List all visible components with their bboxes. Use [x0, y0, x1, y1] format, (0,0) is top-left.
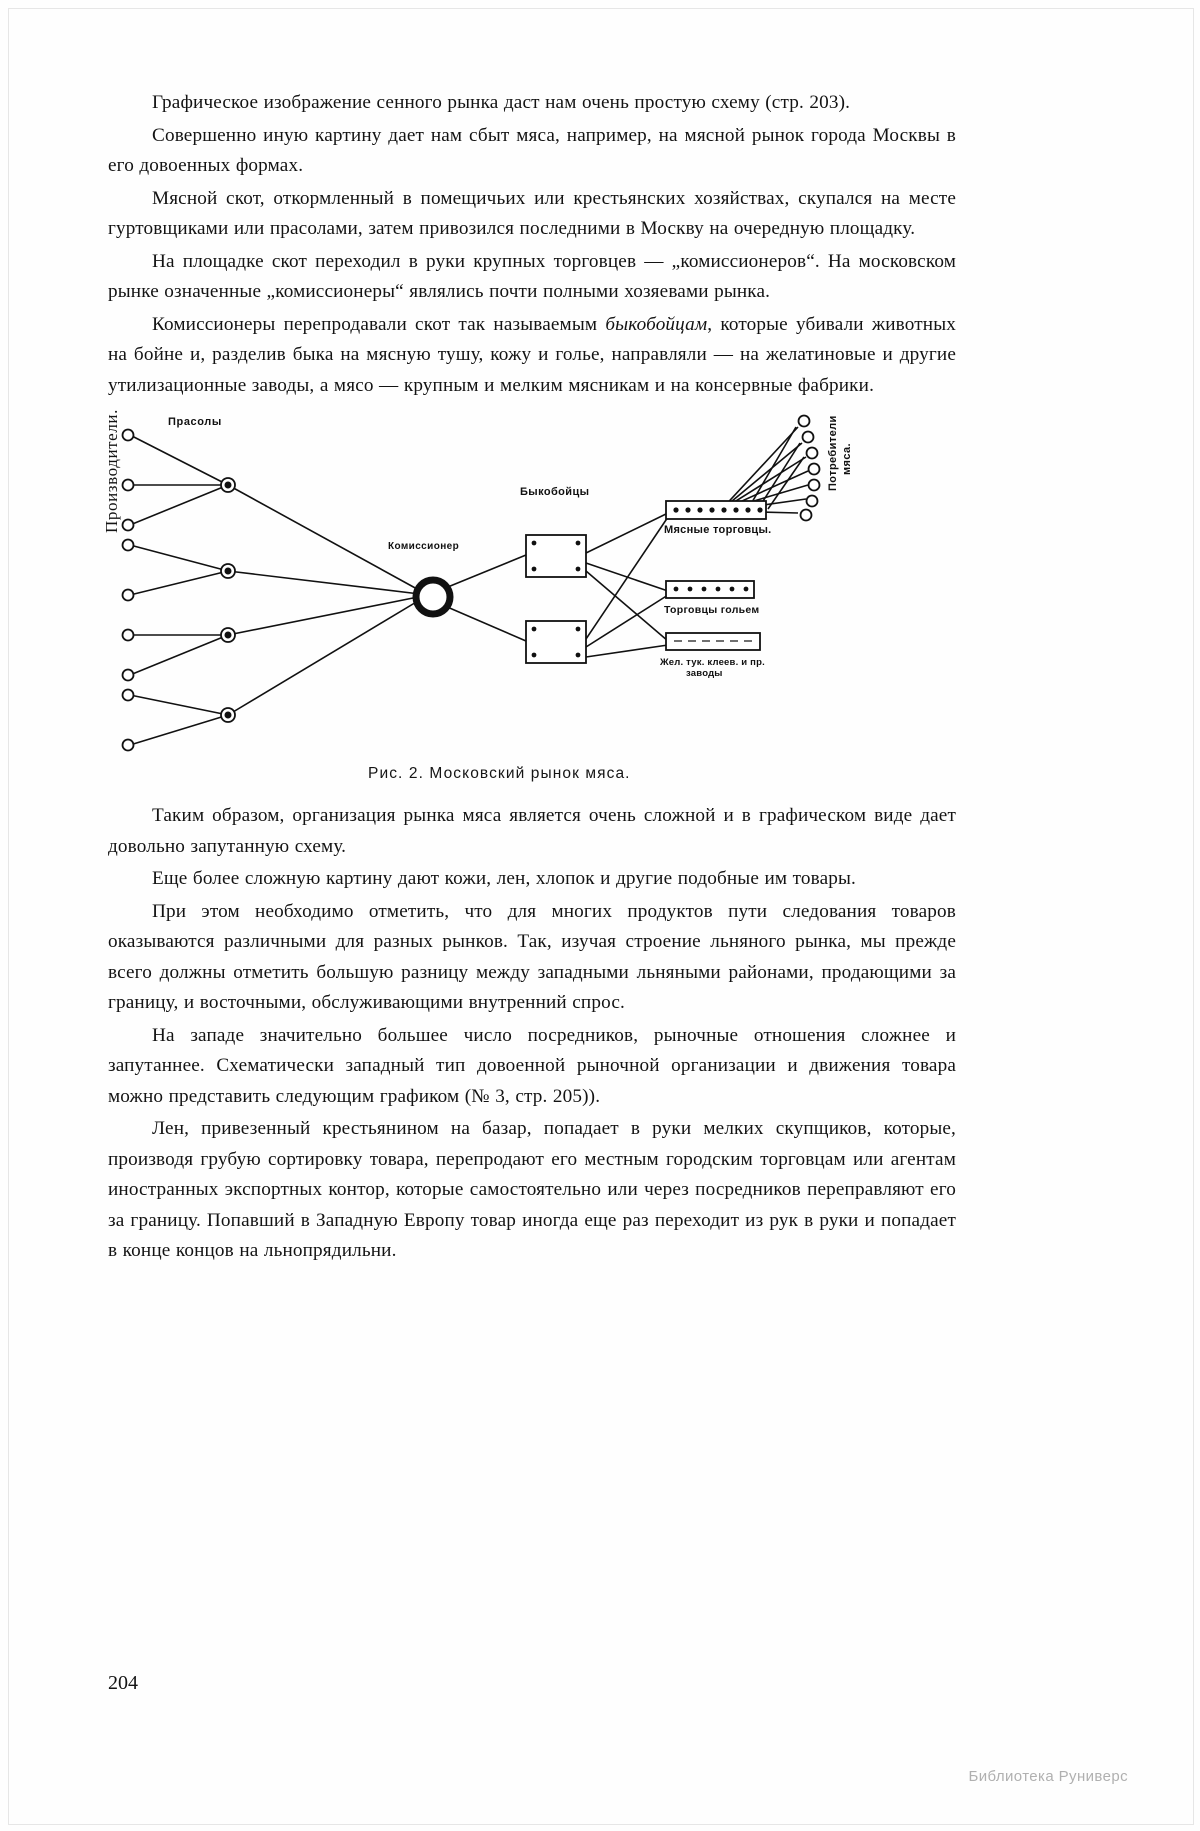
figure-label-torgovtsy-golyem: Торговцы гольем — [664, 604, 760, 616]
figure-label-komissioner: Комиссионер — [388, 541, 460, 552]
paragraph-10: Лен, привезенный крестьянином на базар, попадает в руки мелких скупщиков, которые, производя грубую сортировку товара, перепродают его местным городским торговцам или агентам иностранных экспортных контор, которые самостоятельно или через посредников переправляют его за границу. Попавший в Западную Европу товар иногда еще раз переходит из рук в руки и попадает в конце концов на льнопрядильни. — [108, 1118, 956, 1261]
figure-label-myasnye-torgovtsy: Мясные торговцы. — [664, 524, 772, 536]
paragraph-6: Таким образом, организация рынка мяса является очень сложной и в графическом виде дает довольно запутанную схему. — [108, 805, 956, 857]
figure-label-potrebiteli-2: мяса. — [841, 443, 853, 475]
figure-label-bykoboytsy: Быкобойцы — [520, 486, 590, 498]
figure-label-zavody-2: заводы — [686, 668, 723, 679]
paragraph-5-after: , которые убивали животных на бойне и, разделив быка на мясную тушу, кожу и голье, направляли — на желатиновые и другие утилизационные заводы, а мясо — крупным и мелким мясникам и на консервные фабрики. — [108, 313, 956, 396]
figure-diagram — [108, 413, 956, 773]
figure-label-potrebiteli-1: Потребители — [827, 415, 839, 491]
figure-axis-label-producers: Производители. — [102, 409, 121, 533]
library-watermark: Библиотека Руниверс — [968, 1768, 1128, 1785]
paragraph-5 — [108, 310, 956, 402]
figure-caption: Рис. 2. Московский рынок мяса. — [368, 765, 631, 782]
paragraph-4: На площадке скот переходил в руки крупных торговцев — „комиссионеров“. На московском рынке означенные „комиссионеры“ являлись почти полными хозяевами рынка. — [108, 250, 956, 302]
paragraph-5-before: Комиссионеры перепродавали скот так называемым — [152, 313, 606, 335]
figure-moscow-meat-market — [102, 409, 956, 795]
figure-label-prasoly: Прасолы — [168, 416, 222, 428]
paragraph-7: Еще более сложную картину дают кожи, лен, хлопок и другие подобные им товары. — [152, 868, 856, 889]
paragraph-1: Графическое изображение сенного рынка даст нам очень простую схему (стр. 203). — [152, 92, 851, 113]
term-bykoboytsam: быкобойцам — [605, 313, 708, 335]
paragraph-8: При этом необходимо отметить, что для многих продуктов пути следования товаров оказываются различными для разных рынков. Так, изучая строение льняного рынка, мы прежде всего должны отметить большую разницу между западными льняными районами, продающими за границу, и восточными, обслуживающими внутренний спрос. — [108, 900, 956, 1013]
paragraph-3: Мясной скот, откормленный в помещичьих или крестьянских хозяйствах, скупался на месте гуртовщиками или прасолами, затем привозился последними в Москву на очередную площадку. — [108, 187, 956, 239]
figure-label-zavody-1: Жел. тук. клеев. и пр. — [660, 657, 765, 668]
paragraph-9: На западе значительно большее число посредников, рыночные отношения сложнее и запутаннее. Схематически западный тип довоенной рыночной организации и движения товара можно представить следующим графиком (№ 3, стр. 205)). — [108, 1024, 956, 1107]
page-number: 204 — [108, 1672, 138, 1694]
paragraph-2: Совершенно иную картину дает нам сбыт мяса, например, на мясной рынок города Москвы в его довоенных формах. — [108, 124, 956, 176]
text-column — [102, 88, 956, 1269]
